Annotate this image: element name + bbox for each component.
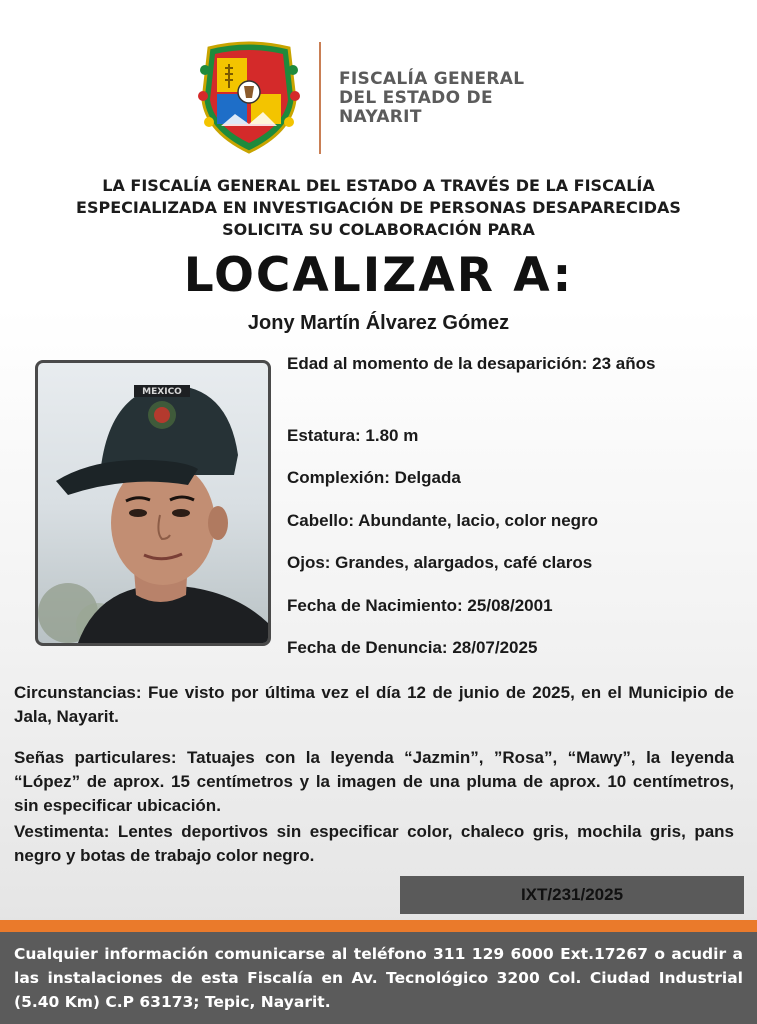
- case-number: IXT/231/2025: [520, 885, 624, 904]
- header-divider: [319, 42, 321, 154]
- agency-line-1: FISCALÍA GENERAL: [339, 68, 525, 89]
- person-photo: [35, 360, 271, 646]
- detail-ojos: Ojos: Grandes, alargados, café claros: [287, 553, 593, 572]
- header: [195, 38, 575, 158]
- vestimenta-text: Vestimenta: Lentes deportivos sin especificar color, chaleco gris, mochila gris, pans negro y botas de trabajo color negro.: [14, 822, 734, 865]
- agency-name: [339, 70, 524, 127]
- intro-line-3: SOLICITA SU COLABORACIÓN PARA: [222, 220, 535, 239]
- detail-edad: Edad al momento de la desaparición: 23 años: [287, 354, 656, 373]
- detail-denuncia: Fecha de Denuncia: 28/07/2025: [287, 638, 538, 657]
- agency-line-3: NAYARIT: [339, 106, 422, 127]
- case-number-badge: [400, 876, 744, 914]
- cap-text: MEXICO: [142, 387, 182, 397]
- detail-nacimiento: Fecha de Nacimiento: 25/08/2001: [287, 596, 553, 615]
- detail-estatura: Estatura: 1.80 m: [287, 426, 419, 445]
- agency-line-2: DEL ESTADO DE: [339, 87, 493, 108]
- nayarit-coat-of-arms-seal: [195, 40, 303, 156]
- accent-bar: [0, 920, 757, 932]
- senas-particulares-text: Señas particulares: Tatuajes con la leyenda “Jazmin”, ”Rosa”, “Mawy”, la leyenda “López” de aprox. 15 centímetros y la imagen de una pluma de aprox. 10 centímetros, sin especificar ubicación.: [14, 748, 734, 815]
- footer-contact: [0, 932, 757, 1024]
- detail-cabello: Cabello: Abundante, lacio, color negro: [287, 511, 599, 530]
- person-name: Jony Martín Álvarez Gómez: [247, 312, 510, 334]
- intro-line-1: LA FISCALÍA GENERAL DEL ESTADO A TRAVÉS DE LA FISCALÍA: [102, 176, 655, 195]
- intro-line-2: ESPECIALIZADA EN INVESTIGACIÓN DE PERSONAS DESAPARECIDAS: [76, 198, 681, 217]
- intro-text: [20, 175, 737, 241]
- headline: LOCALIZAR A:: [183, 248, 574, 303]
- detail-complexion: Complexión: Delgada: [287, 468, 461, 487]
- footer-text: Cualquier información comunicarse al teléfono 311 129 6000 Ext.17267 o acudir a las instalaciones de esta Fiscalía en Av. Tecnológico 3200 Col. Ciudad Industrial (5.40 Km) C.P 63173; Tepic, Nayarit.: [14, 945, 743, 1011]
- circunstancias-text: Circunstancias: Fue visto por última vez el día 12 de junio de 2025, en el Municipio de Jala, Nayarit.: [14, 683, 734, 726]
